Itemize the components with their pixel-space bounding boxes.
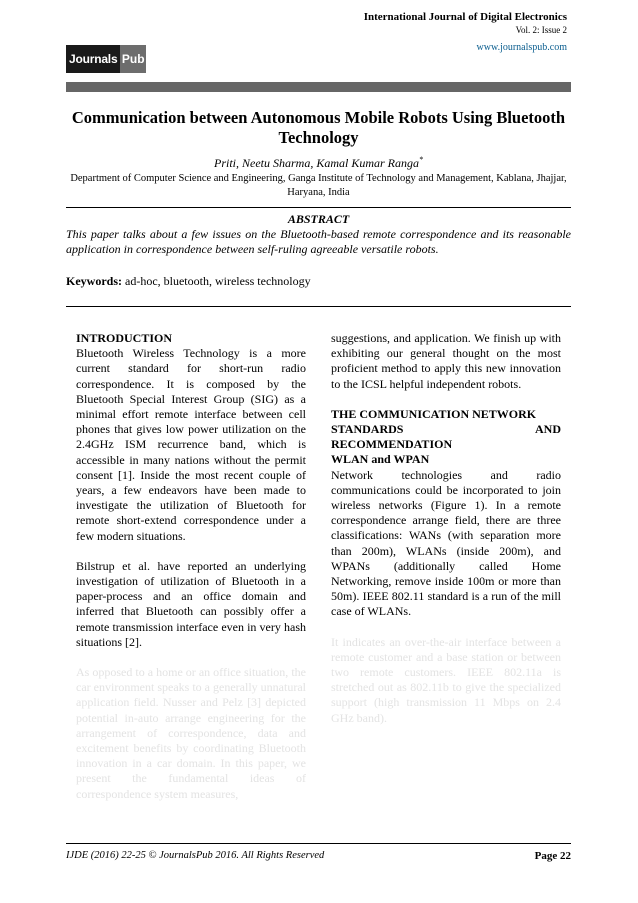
wlan-paragraph-1: Network technologies and radio communications could be incorporated to join wireless networks (Figure 1). In a remote correspondence arrange field, there are three classifications: WANs (with separation more than 200m), WLANs (inside 200m), and WPANs (additionally called Home Networking, remove inside 100m or more than 50m). IEEE 802.11 standard is a run of the mill case of WLANs. [331, 467, 561, 619]
section-heading-communication-network [331, 407, 561, 453]
journal-header [364, 11, 567, 54]
introduction-heading: INTRODUCTION [76, 331, 173, 345]
abstract-top-rule [66, 207, 571, 208]
intro-paragraph-1: Bluetooth Wireless Technology is a more current standard for short-run radio correspondence. It is composed by the Bluetooth Special Interest Group (SIG) as a minimal effort remote interface between cell phones that gives low power utilization on the 2.4GHz ISM recurrence band, which is accessible in many nations without the permit consent [1]. Inside the most recent couple of years, a few endeavors have been made to investigate the utilization of Bluetooth for remote short-extend correspondence under a few modern situations. [76, 346, 306, 543]
header-band [66, 82, 571, 92]
journal-url[interactable]: www.journalspub.com [476, 42, 567, 53]
section-heading-line-3: RECOMMENDATION [331, 437, 453, 452]
logo-text-journals: Journals [69, 52, 118, 66]
paper-title: Communication between Autonomous Mobile Robots Using Bluetooth Technology [71, 108, 566, 147]
left-column [76, 331, 306, 802]
abstract-heading: ABSTRACT [287, 212, 350, 226]
journal-title: International Journal of Digital Electronics [363, 11, 567, 23]
intro-paragraph-continued: suggestions, and application. We finish up with exhibiting our general thought on the most proficient method to apply this new innovation to the ICSL helpful independent robots. [331, 331, 561, 391]
logo-text-pub: Pub [120, 45, 146, 73]
abstract-text: This paper talks about a few issues on the Bluetooth-based remote correspondence and its reasonable application in correspondence between self-ruling agreeable versatile robots. [66, 227, 571, 256]
abstract-bottom-rule [66, 306, 571, 307]
author-affiliation: Department of Computer Science and Engineering, Ganga Institute of Technology and Management, Kablana, Jhajjar, Haryana, India [70, 173, 567, 198]
section-heading-line-1: THE COMMUNICATION NETWORK [331, 406, 537, 421]
right-column [331, 331, 561, 726]
subsection-heading-wlan-wpan: WLAN and WPAN [331, 452, 430, 467]
keywords-label: Keywords: [66, 274, 122, 288]
keywords [66, 274, 571, 289]
paper-authors [66, 155, 571, 171]
keywords-list: ad-hoc, bluetooth, wireless technology [125, 274, 311, 288]
footer-rule [66, 843, 571, 844]
wlan-paragraph-2-faded: It indicates an over-the-air interface between a remote customer and a base station or between two remote customers. IEEE 802.11a is stretched out as 802.11b to give the specialized support (high transmission 11 Mbps on 2.4 GHz band). [331, 634, 561, 725]
intro-paragraph-2: Bilstrup et al. have reported an underlying investigation of utilization of Bluetooth in a paper-process and an office domain and inferred that Bluetooth can possibly offer a remote transmission interface even in very hash situations [2]. [76, 558, 306, 649]
journal-volume: Vol. 2: Issue 2 [515, 25, 567, 35]
page-number: Page 22 [534, 850, 571, 862]
journalspub-logo [66, 45, 146, 73]
author-names: Priti, Neetu Sharma, Kamal Kumar Ranga [213, 156, 419, 170]
intro-paragraph-3-faded: As opposed to a home or an office situation, the car environment speaks to a generally unnatural application field. Nusser and Pelz [3] depicted potential in-auto arrange engineering for the arrangement of correspondence, data and excitement benefits by coordinating Bluetooth innovation in a car domain. In this paper, we present the fundamental ideas of correspondence system measures, [76, 665, 306, 801]
corresponding-author-mark: * [419, 155, 423, 164]
footer-citation: IJDE (2016) 22-25 © JournalsPub 2016. All Rights Reserved [66, 850, 325, 861]
section-heading-line-2-left: STANDARDS [331, 422, 404, 437]
section-heading-line-2-right: AND [535, 422, 561, 437]
page-footer [66, 850, 571, 862]
